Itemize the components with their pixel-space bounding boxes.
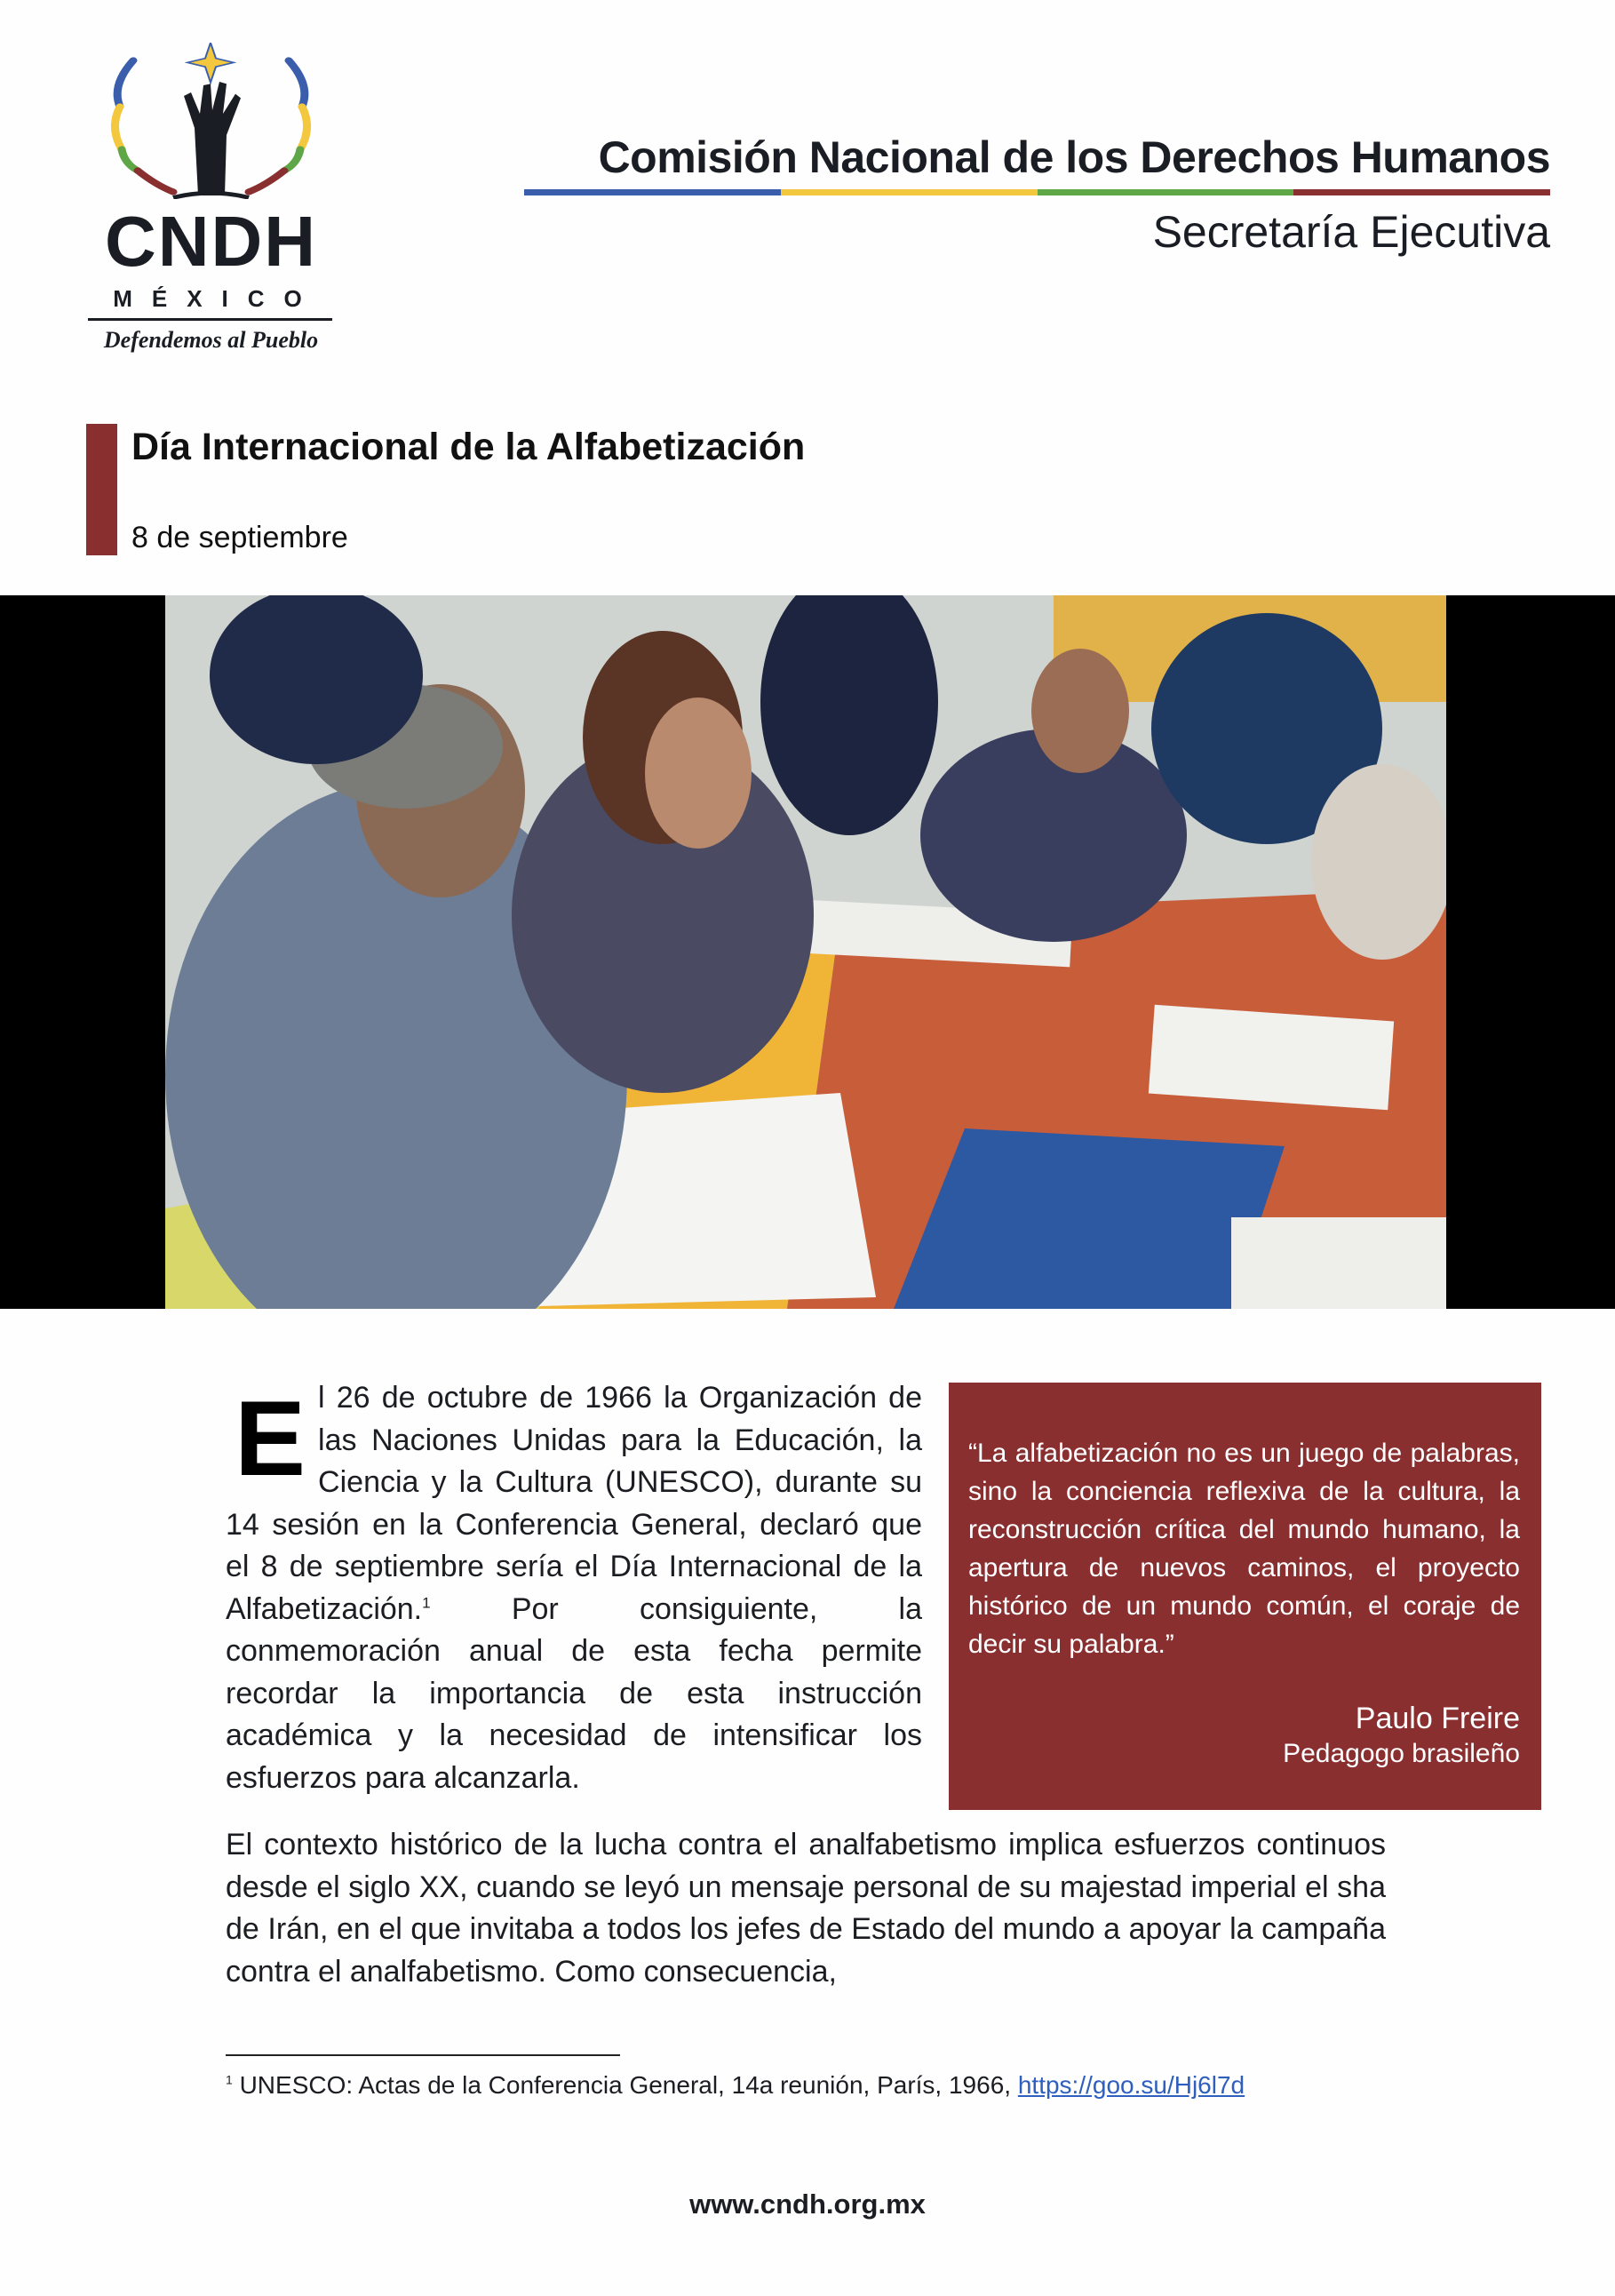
logo-acronym: CNDH	[104, 202, 318, 281]
logo-country: MÉXICO	[113, 285, 322, 312]
drop-cap: E	[235, 1379, 306, 1498]
literacy-class-photo	[165, 595, 1446, 1309]
intro-paragraph	[226, 1377, 922, 1799]
photo-literacy-class-icon	[165, 595, 1446, 1309]
footer-website[interactable]: www.cndh.org.mx	[689, 2188, 926, 2220]
context-paragraph: El contexto histórico de la lucha contra el analfabetismo implica esfuerzos continuos desde el siglo XX, cuando se leyó un mensaje personal de su majestad imperial el sha de Irán, en el que invitaba a todos los jefes de Estado del mundo a apoyar la campaña contra el analfabetismo. Como consecuencia,	[226, 1828, 1386, 1989]
laurel-hand-icon	[84, 43, 338, 199]
footnote-text: UNESCO: Actas de la Conferencia General, 14a reunión, París, 1966,	[232, 2071, 1018, 2099]
footnote-number: 1	[226, 2072, 233, 2087]
color-bar-green	[1038, 189, 1294, 195]
quote-text: “La alfabetización no es un juego de palabras, sino la conciencia reflexiva de la cultura, la reconstrucción crítica del mundo humano, la apertura de nuevos caminos, el proyecto histórico de un mundo común, el coraje de decir su palabra.”	[968, 1439, 1520, 1659]
quote-author: Paulo Freire	[1355, 1702, 1520, 1735]
cndh-logo	[84, 43, 338, 363]
intro-text-continued: Por consiguiente, la conmemoración anual de esta fecha permite recordar la importancia de esta instrucción académica y la necesidad de intensificar los esfuerzos para alcanzarla.	[226, 1591, 922, 1795]
organization-title: Comisión Nacional de los Derechos Humanos	[598, 132, 1550, 182]
footnote-link[interactable]: https://goo.su/Hj6l7d	[1017, 2071, 1245, 2099]
logo-rule	[88, 318, 332, 321]
footnote-divider	[226, 2054, 620, 2056]
footnote	[226, 2070, 1245, 2101]
secretariat-title: Secretaría Ejecutiva	[1152, 207, 1550, 257]
color-bar-yellow	[781, 189, 1038, 195]
logo-motto: Defendemos al Pueblo	[103, 327, 319, 353]
color-bar-blue	[524, 189, 781, 195]
intro-text: l 26 de octubre de 1966 la Organización de las Naciones Unidas para la Educación, la Ciencia y la Cultura (UNESCO), durante su 14 sesión en la Conferencia General, declaró que el 8 de septiembre sería el Día Internacional de la Alfabetización.	[226, 1381, 922, 1626]
color-bar	[524, 189, 1550, 195]
footnote-reference[interactable]: 1	[422, 1594, 431, 1612]
title-accent-bar	[86, 424, 117, 555]
quote-author-role: Pedagogo brasileño	[1283, 1739, 1520, 1768]
quote-box	[949, 1383, 1541, 1810]
color-bar-red	[1293, 189, 1550, 195]
document-date: 8 de septiembre	[131, 521, 348, 554]
document-title: Día Internacional de la Alfabetización	[131, 426, 806, 468]
